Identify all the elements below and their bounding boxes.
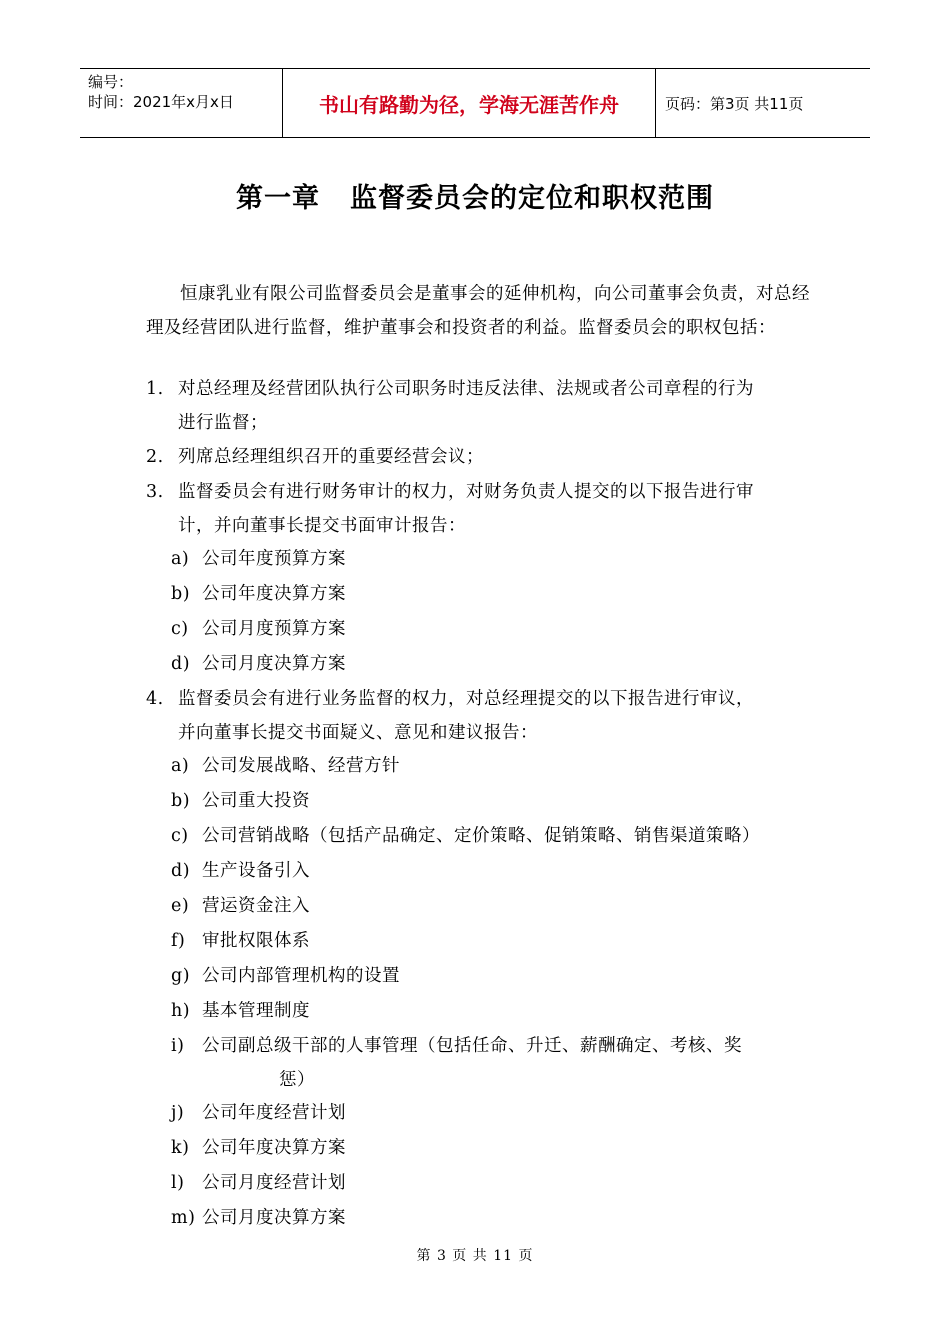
item-letter: b)	[171, 584, 191, 604]
item-text: 公司月度经营计划	[202, 1173, 346, 1193]
item-text: 公司年度决算方案	[202, 584, 346, 604]
chapter-title	[0, 176, 950, 215]
item-text: 公司副总级干部的人事管理（包括任命、升迁、薪酬确定、考核、奖	[202, 1036, 742, 1056]
item-text: 公司年度预算方案	[202, 549, 346, 569]
item-letter: f)	[171, 931, 186, 951]
item-number: 1.	[146, 379, 164, 399]
item-text: 列席总经理组织召开的重要经营会议；	[178, 447, 484, 467]
item-text: 公司年度经营计划	[202, 1103, 346, 1123]
item-text: 公司月度预算方案	[202, 619, 346, 639]
chapter-heading: 监督委员会的定位和职权范围	[350, 183, 714, 214]
item-text: 公司内部管理机构的设置	[202, 966, 400, 986]
page-code: 页码：第3页 共11页	[665, 94, 804, 113]
item-text-cont: 并向董事长提交书面疑义、意见和建议报告：	[178, 723, 538, 743]
item-number: 2.	[146, 447, 164, 467]
item-text: 公司重大投资	[202, 791, 310, 811]
item-number: 3.	[146, 482, 164, 502]
item-letter: c)	[171, 826, 189, 846]
item-letter: l)	[171, 1173, 185, 1193]
time-label: 时间：2021年x月x日	[88, 93, 234, 111]
item-text: 公司月度决算方案	[202, 654, 346, 674]
item-text: 公司年度决算方案	[202, 1138, 346, 1158]
motto-text: 书山有路勤为径，学海无涯苦作舟	[319, 92, 619, 117]
item-text: 公司月度决算方案	[202, 1208, 346, 1228]
item-text: 审批权限体系	[202, 931, 310, 951]
item-text: 监督委员会有进行业务监督的权力，对总经理提交的以下报告进行审议，	[178, 689, 754, 709]
item-letter: g)	[171, 966, 191, 986]
header-motto-cell	[283, 69, 656, 137]
item-letter: j)	[171, 1103, 185, 1123]
item-text-cont: 进行监督；	[178, 413, 268, 433]
item-letter: d)	[171, 654, 191, 674]
item-letter: h)	[171, 1001, 191, 1021]
item-letter: a)	[171, 756, 190, 776]
intro-paragraph: 恒康乳业有限公司监督委员会是董事会的延伸机构，向公司董事会负责，对总经理及经营团队进行监督，维护董事会和投资者的利益。监督委员会的职权包括：	[146, 284, 810, 338]
document-header	[80, 68, 870, 138]
item-letter: b)	[171, 791, 191, 811]
item-letter: c)	[171, 619, 189, 639]
item-text: 监督委员会有进行财务审计的权力，对财务负责人提交的以下报告进行审	[178, 482, 754, 502]
item-text: 基本管理制度	[202, 1001, 310, 1021]
item-text: 对总经理及经营团队执行公司职务时违反法律、法规或者公司章程的行为	[178, 379, 754, 399]
item-letter: m)	[171, 1208, 196, 1228]
item-letter: i)	[171, 1036, 185, 1056]
item-text: 公司发展战略、经营方针	[202, 756, 400, 776]
page-footer: 第 3 页 共 11 页	[416, 1248, 534, 1264]
item-text-cont: 计，并向董事长提交书面审计报告：	[178, 516, 466, 536]
header-page-cell	[656, 69, 870, 137]
number-label: 编号：	[88, 73, 134, 91]
item-letter: e)	[171, 896, 190, 916]
item-text-cont: 惩）	[279, 1070, 315, 1090]
item-text: 营运资金注入	[202, 896, 310, 916]
item-letter: a)	[171, 549, 190, 569]
chapter-number: 第一章	[236, 183, 320, 214]
item-text: 生产设备引入	[202, 861, 310, 881]
item-letter: k)	[171, 1138, 190, 1158]
item-text: 公司营销战略（包括产品确定、定价策略、促销策略、销售渠道策略）	[202, 826, 760, 846]
item-letter: d)	[171, 861, 191, 881]
header-info-cell	[80, 69, 283, 137]
item-number: 4.	[146, 689, 164, 709]
